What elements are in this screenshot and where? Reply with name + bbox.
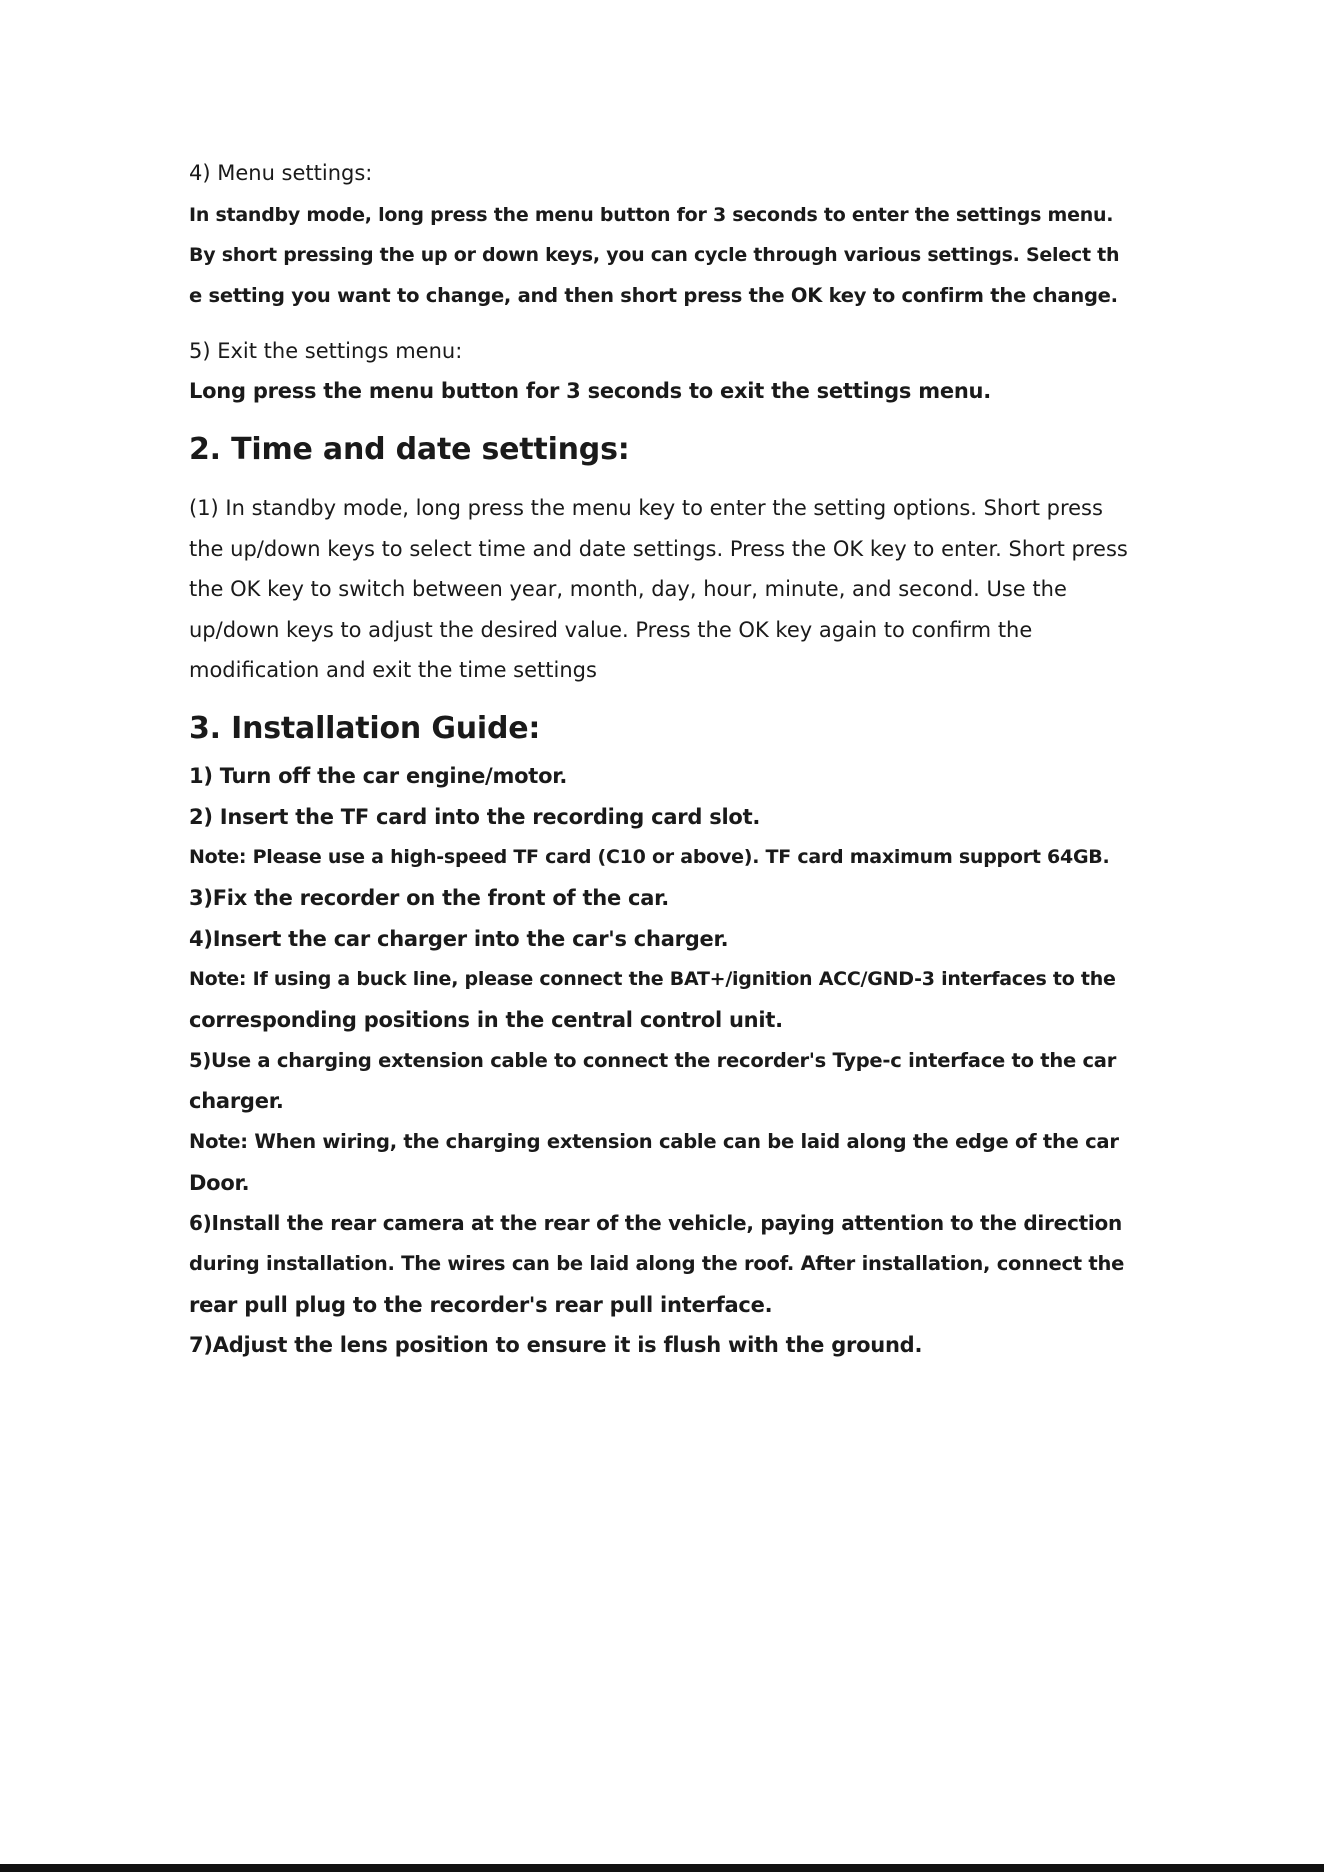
installation-line-8: 5)Use a charging extension cable to connect the recorder's Type-c interface to the car xyxy=(189,1049,1117,1072)
time-date-line-3: the OK key to switch between year, month, day, hour, minute, and second. Use the xyxy=(189,577,1067,601)
installation-line-6: Note: If using a buck line, please connect the BAT+/ignition ACC/GND-3 interfaces to the xyxy=(189,968,1116,990)
time-date-line-1: (1) In standby mode, long press the menu key to enter the setting options. Short press xyxy=(189,496,1103,520)
installation-line-13: during installation. The wires can be laid along the roof. After installation, connect the xyxy=(189,1252,1125,1275)
installation-line-3: Note: Please use a high-speed TF card (C10 or above). TF card maximum support 64GB. xyxy=(189,846,1110,868)
time-date-line-2: the up/down keys to select time and date settings. Press the OK key to enter. Short press xyxy=(189,537,1128,561)
installation-line-1: 1) Turn off the car engine/motor. xyxy=(189,764,568,788)
installation-line-9: charger. xyxy=(189,1089,284,1113)
installation-line-14: rear pull plug to the recorder's rear pull interface. xyxy=(189,1293,773,1317)
menu-settings-line-2: By short pressing the up or down keys, you can cycle through various settings. Select th xyxy=(189,244,1120,266)
installation-line-2: 2) Insert the TF card into the recording card slot. xyxy=(189,805,761,829)
exit-menu-title: 5) Exit the settings menu: xyxy=(189,339,463,363)
installation-line-5: 4)Insert the car charger into the car's charger. xyxy=(189,927,729,951)
time-date-line-4: up/down keys to adjust the desired value. Press the OK key again to confirm the xyxy=(189,618,1033,642)
installation-line-4: 3)Fix the recorder on the front of the car. xyxy=(189,886,670,910)
installation-line-12: 6)Install the rear camera at the rear of the vehicle, paying attention to the direction xyxy=(189,1211,1122,1235)
menu-settings-line-1: In standby mode, long press the menu button for 3 seconds to enter the settings menu. xyxy=(189,204,1114,226)
time-date-line-5: modification and exit the time settings xyxy=(189,658,597,682)
installation-line-10: Note: When wiring, the charging extension cable can be laid along the edge of the car xyxy=(189,1130,1119,1153)
installation-line-11: Door. xyxy=(189,1171,250,1195)
installation-line-15: 7)Adjust the lens position to ensure it is flush with the ground. xyxy=(189,1333,923,1357)
installation-heading: 3. Installation Guide: xyxy=(189,711,541,746)
page-bottom-border xyxy=(0,1864,1324,1872)
menu-settings-line-3: e setting you want to change, and then short press the OK key to confirm the change. xyxy=(189,284,1118,307)
menu-settings-title: 4) Menu settings: xyxy=(189,161,373,185)
time-date-heading: 2. Time and date settings: xyxy=(189,432,630,467)
installation-line-7: corresponding positions in the central control unit. xyxy=(189,1008,783,1032)
exit-menu-line-1: Long press the menu button for 3 seconds to exit the settings menu. xyxy=(189,379,991,403)
